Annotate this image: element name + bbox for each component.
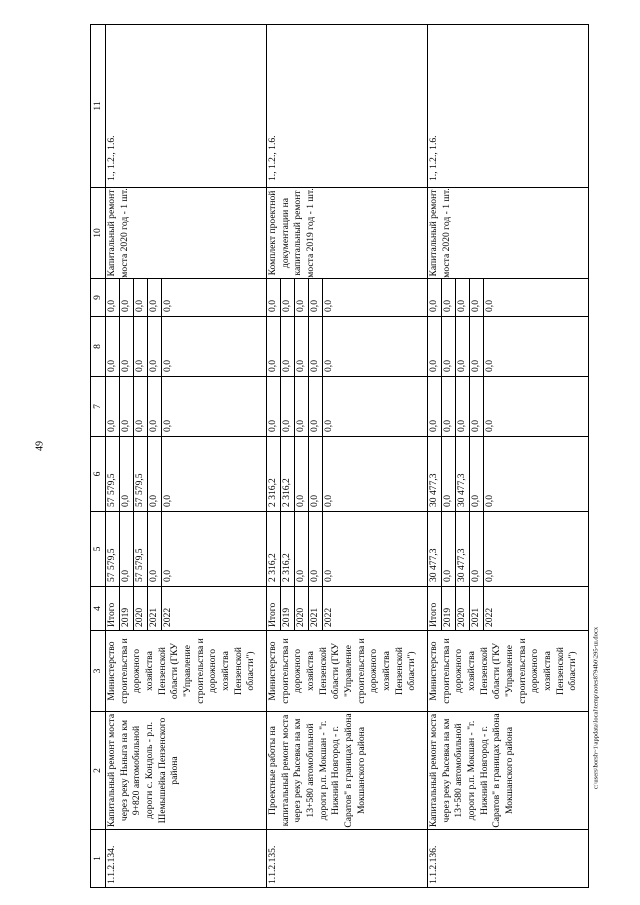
year-cell: 2022 <box>484 587 589 631</box>
federal-budget-cell: 0,0 <box>162 377 267 437</box>
local-budget-cell: 0,0 <box>148 317 162 377</box>
indicator-link: 1., 1.2., 1.6. <box>428 25 589 188</box>
regional-budget-cell: 0,0 <box>295 437 309 512</box>
expected-result: Комплект проектной документации на капитальный ремонт моста 2019 год - 1 шт. <box>267 188 428 279</box>
row-code: 1.1.2.134. <box>106 830 267 888</box>
event-name: Капитальный ремонт моста через реку Ньныга на км 9+820 автомобильной дороги с. Кондоль - р.п. Шемышейка Пензенского района <box>106 712 267 830</box>
local-budget-cell: 0,0 <box>323 317 428 377</box>
header-cell: 5 <box>91 512 106 587</box>
other-sources-cell: 0,0 <box>428 279 442 317</box>
regional-budget-cell: 0,0 <box>484 437 589 512</box>
local-budget-cell: 0,0 <box>120 317 134 377</box>
federal-budget-cell: 0,0 <box>120 377 134 437</box>
regional-budget-cell: 0,0 <box>442 437 456 512</box>
file-path-footer: c:\users\borsh~1\appdata\local\temp\notes8794b0\295-ш.docx <box>592 626 600 790</box>
federal-budget-cell: 0,0 <box>281 377 295 437</box>
expected-result: Капитальный ремонт моста 2020 год - 1 шт. <box>106 188 267 279</box>
local-budget-cell: 0,0 <box>267 317 281 377</box>
year-cell: 2021 <box>470 587 484 631</box>
year-cell: 2021 <box>309 587 323 631</box>
local-budget-cell: 0,0 <box>484 317 589 377</box>
local-budget-cell: 0,0 <box>281 317 295 377</box>
federal-budget-cell: 0,0 <box>442 377 456 437</box>
executor-name: Министерство строительства и дорожного хозяйства Пензенской области (ГКУ "Управление строительства и дорожного хозяйства Пензенской области") <box>428 631 589 712</box>
indicator-link: 1., 1.2., 1.6. <box>106 25 267 188</box>
year-cell: Итого <box>106 587 120 631</box>
header-cell: 9 <box>91 279 106 317</box>
other-sources-cell: 0,0 <box>295 279 309 317</box>
event-name: Проектные работы на капитальный ремонт моста через реку Рысевка на км 13+580 автомобильной дороги р.п. Мокшан - "г. Нижний Новгород - г. Саратов" в границах района Мокшанского района <box>267 712 428 830</box>
regional-budget-cell: 57 579,5 <box>134 437 148 512</box>
federal-budget-cell: 0,0 <box>456 377 470 437</box>
local-budget-cell: 0,0 <box>456 317 470 377</box>
local-budget-cell: 0,0 <box>106 317 120 377</box>
total-funding-cell: 0,0 <box>309 512 323 587</box>
year-cell: 2020 <box>456 587 470 631</box>
header-cell: 10 <box>91 188 106 279</box>
total-funding-cell: 0,0 <box>162 512 267 587</box>
regional-budget-cell: 0,0 <box>162 437 267 512</box>
regional-budget-cell: 30 477,3 <box>456 437 470 512</box>
federal-budget-cell: 0,0 <box>323 377 428 437</box>
federal-budget-cell: 0,0 <box>470 377 484 437</box>
row-code: 1.1.2.135. <box>267 830 428 888</box>
table-row <box>428 25 442 888</box>
year-cell: 2019 <box>120 587 134 631</box>
indicator-link: 1., 1.2., 1.6. <box>267 25 428 188</box>
federal-budget-cell: 0,0 <box>309 377 323 437</box>
year-cell: Итого <box>267 587 281 631</box>
header-cell: 8 <box>91 317 106 377</box>
header-row <box>91 25 106 888</box>
regional-budget-cell: 0,0 <box>148 437 162 512</box>
regional-budget-cell: 57 579,5 <box>106 437 120 512</box>
program-table <box>90 24 589 888</box>
local-budget-cell: 0,0 <box>442 317 456 377</box>
header-cell: 4 <box>91 587 106 631</box>
total-funding-cell: 0,0 <box>148 512 162 587</box>
other-sources-cell: 0,0 <box>484 279 589 317</box>
regional-budget-cell: 30 477,3 <box>428 437 442 512</box>
other-sources-cell: 0,0 <box>134 279 148 317</box>
total-funding-cell: 57 579,5 <box>134 512 148 587</box>
table-row <box>106 25 120 888</box>
year-cell: 2022 <box>162 587 267 631</box>
program-table-sheet <box>90 25 580 888</box>
regional-budget-cell: 0,0 <box>323 437 428 512</box>
regional-budget-cell: 2 316,2 <box>267 437 281 512</box>
executor-name: Министерство строительства и дорожного хозяйства Пензенской области (ГКУ "Управление строительства и дорожного хозяйства Пензенской области") <box>106 631 267 712</box>
federal-budget-cell: 0,0 <box>148 377 162 437</box>
other-sources-cell: 0,0 <box>120 279 134 317</box>
year-cell: 2022 <box>323 587 428 631</box>
total-funding-cell: 0,0 <box>120 512 134 587</box>
total-funding-cell: 0,0 <box>484 512 589 587</box>
total-funding-cell: 2 316,2 <box>267 512 281 587</box>
page-number: 49 <box>34 441 46 451</box>
regional-budget-cell: 0,0 <box>309 437 323 512</box>
total-funding-cell: 30 477,3 <box>456 512 470 587</box>
other-sources-cell: 0,0 <box>106 279 120 317</box>
total-funding-cell: 2 316,2 <box>281 512 295 587</box>
year-cell: 2019 <box>281 587 295 631</box>
year-cell: 2020 <box>134 587 148 631</box>
other-sources-cell: 0,0 <box>309 279 323 317</box>
header-cell: 6 <box>91 437 106 512</box>
regional-budget-cell: 0,0 <box>120 437 134 512</box>
header-cell: 2 <box>91 712 106 830</box>
total-funding-cell: 0,0 <box>295 512 309 587</box>
federal-budget-cell: 0,0 <box>295 377 309 437</box>
regional-budget-cell: 0,0 <box>470 437 484 512</box>
federal-budget-cell: 0,0 <box>106 377 120 437</box>
local-budget-cell: 0,0 <box>309 317 323 377</box>
local-budget-cell: 0,0 <box>162 317 267 377</box>
other-sources-cell: 0,0 <box>162 279 267 317</box>
total-funding-cell: 0,0 <box>323 512 428 587</box>
local-budget-cell: 0,0 <box>295 317 309 377</box>
total-funding-cell: 30 477,3 <box>428 512 442 587</box>
event-name: Капитальный ремонт моста через реку Рысевка на км 13+580 автомобильной дороги р.п. Мокшан - "г. Нижний Новгород - г. Саратов" в границах района Мокшанского района <box>428 712 589 830</box>
other-sources-cell: 0,0 <box>323 279 428 317</box>
year-cell: 2020 <box>295 587 309 631</box>
expected-result: Капитальный ремонт моста 2020 год - 1 шт. <box>428 188 589 279</box>
total-funding-cell: 57 579,5 <box>106 512 120 587</box>
local-budget-cell: 0,0 <box>134 317 148 377</box>
header-cell: 1 <box>91 830 106 888</box>
local-budget-cell: 0,0 <box>428 317 442 377</box>
other-sources-cell: 0,0 <box>267 279 281 317</box>
row-code: 1.1.2.136. <box>428 830 589 888</box>
year-cell: 2019 <box>442 587 456 631</box>
other-sources-cell: 0,0 <box>456 279 470 317</box>
header-cell: 11 <box>91 25 106 188</box>
table-row <box>267 25 281 888</box>
executor-name: Министерство строительства и дорожного хозяйства Пензенской области (ГКУ "Управление строительства и дорожного хозяйства Пензенской области") <box>267 631 428 712</box>
regional-budget-cell: 2 316,2 <box>281 437 295 512</box>
other-sources-cell: 0,0 <box>442 279 456 317</box>
other-sources-cell: 0,0 <box>148 279 162 317</box>
year-cell: 2021 <box>148 587 162 631</box>
header-cell: 7 <box>91 377 106 437</box>
other-sources-cell: 0,0 <box>470 279 484 317</box>
other-sources-cell: 0,0 <box>281 279 295 317</box>
federal-budget-cell: 0,0 <box>484 377 589 437</box>
total-funding-cell: 0,0 <box>442 512 456 587</box>
total-funding-cell: 0,0 <box>470 512 484 587</box>
federal-budget-cell: 0,0 <box>428 377 442 437</box>
local-budget-cell: 0,0 <box>470 317 484 377</box>
federal-budget-cell: 0,0 <box>134 377 148 437</box>
header-cell: 3 <box>91 631 106 712</box>
year-cell: Итого <box>428 587 442 631</box>
federal-budget-cell: 0,0 <box>267 377 281 437</box>
